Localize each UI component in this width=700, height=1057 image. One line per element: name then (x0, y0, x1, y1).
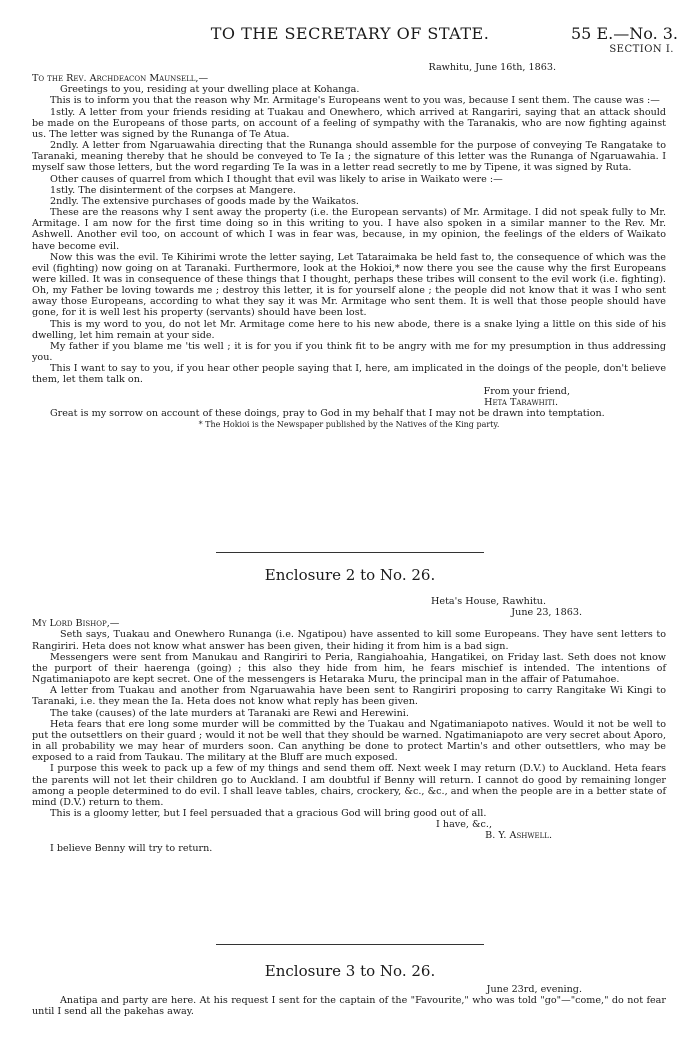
enclosure-3-letter (32, 984, 666, 1017)
section-label: SECTION I. (609, 44, 674, 55)
enclosure-3-heading: Enclosure 3 to No. 26. (264, 962, 436, 980)
enclosure-2-place: Heta's House, Rawhitu. (431, 596, 546, 607)
paragraph: This is my word to you, do not let Mr. Armitage come here to his new abode, there is a snake lying a little on this side of his dwelling, let him remain at your side. (32, 318, 666, 341)
letter-1-closing: From your friend, (483, 385, 570, 397)
letter-1-place-date: Rawhitu, June 16th, 1863. (428, 62, 556, 73)
paragraph: Messengers were sent from Manukau and Rangiriri to Peria, Rangiahoahia, Hangatikei, on Friday last. Seth does not know the purport of their haerenga (going) ; this also they hide from him, he fears mischief is intended. The intentions of Ngatimaniapoto are kept secret. One of the messengers is Hetaraka Muru, the principal man in the affair of Patumahoe. (32, 651, 666, 686)
paragraph: I purpose this week to pack up a few of my things and send them off. Next week I may return (D.V.) to Auckland. Heta fears the parents will not let their children go to Auckland. I am doubtful if Benny will return. I cannot do good by remaining longer among a people determined to do evil. I shall leave tables, chairs, crockery, &c., &c., and when the people are in a better state of mind (D.V.) return to them. (32, 763, 666, 808)
enclosure-3-date: June 23rd, evening. (486, 984, 582, 995)
enclosure-2-salutation: My Lord Bishop,— (32, 618, 120, 630)
paragraph: Other causes of quarrel from which I thought that evil was likely to arise in Waikato were :— (50, 173, 503, 185)
section-divider (216, 552, 484, 553)
enclosure-2-letter (32, 596, 666, 855)
paragraph: This is to inform you that the reason why Mr. Armitage's Europeans went to you was, because I sent them. The cause was :— (50, 95, 660, 107)
paragraph: A letter from Tuakau and another from Ngaruawahia have been sent to Rangiriri proposing to carry Rangitake Wi Kingi to Taranaki, i.e. they mean the Ia. Heta does not know what reply has been given. (32, 685, 666, 708)
footnote: * The Hokioi is the Newspaper published by the Natives of the King party. (198, 420, 500, 429)
letter-1 (32, 62, 666, 430)
paragraph: This is a gloomy letter, but I feel persuaded that a gracious God will bring good out of all. (50, 807, 487, 819)
paragraph: The take (causes) of the late murders at Taranaki are Rewi and Herewini. (50, 707, 409, 719)
enclosure-2-heading: Enclosure 2 to No. 26. (264, 566, 436, 584)
paragraph: Now this was the evil. Te Kihirimi wrote the letter saying, Let Tataraimaka be held fast to, the consequence of which was the evil (fighting) now going on at Taranaki. Furthermore, look at the Hokioi,* now there you see the cause why the first Europeans were killed. It was in consequence of these things that I thought, perhaps these tribes will consent to the evil work (i.e. fighting). Oh, my Father be loving towards me ; destroy this letter, it is for yourself alone ; the people did not know that it was I who sent away those Europeans, according to what they say it was Mr. Armitage who sent them. It is well that those people should have gone, for it is well lest his property (servants) should have been lost. (32, 251, 666, 319)
enclosure-2-closing: I have, &c., (436, 819, 492, 831)
paragraph: This I want to say to you, if you hear other people saying that I, here, am implicated in the doings of the people, don't believe them, let them talk on. (32, 363, 666, 386)
paragraph: 1stly. The disinterment of the corpses at Mangere. (50, 184, 296, 196)
paragraph: My father if you blame me 'tis well ; it is for you if you think fit to be angry with me for my presumption in thus addressing you. (32, 340, 666, 364)
section-divider (216, 944, 484, 945)
enclosure-2-date: June 23, 1863. (511, 607, 582, 619)
enclosure-2-signature: B. Y. Ashwell. (485, 830, 552, 842)
page-title: TO THE SECRETARY OF STATE. (210, 24, 490, 43)
letter-1-postscript: Great is my sorrow on account of these doings, pray to God in my behalf that I may not be drawn into temptation. (50, 407, 605, 419)
enclosure-2-postscript: I believe Benny will try to return. (50, 843, 213, 855)
paragraph: 1stly. A letter from your friends residing at Tuakau and Onewhero, which arrived at Rangariri, saying that an attack should be made on the Europeans of those parts, on account of a feeling of sympathy with the Taranakis, who are now fighting against us. The letter was signed by the Runanga of Te Atua. (32, 106, 666, 140)
page-number: 55 E.—No. 3. (571, 24, 678, 43)
paragraph: Heta fears that ere long some murder will be committed by the Tuakau and Ngatimaniapoto natives. Would it not be well to put the outsettlers on their guard ; would it not be well that they should be warned. Ngatimaniapoto are very secret about Aporo, in all probability we may hear of murders soon. Can anything be done to protect Martin's and other outsettlers, who may be exposed to a raid from Taukau. The military at the Bluff are much exposed. (32, 718, 666, 764)
paragraph: 2ndly. A letter from Ngaruawahia directing that the Runanga should assemble for the purpose of conveying Te Rangatake to Taranaki, meaning thereby that he should be conveyed to Te Ia ; the signature of this letter was the Runanga of Ngaruawahia. I myself saw those letters, but the word regarding Te Ia was in a letter read secretly to me by Tipene, it was signed by Ruta. (32, 140, 666, 174)
paragraph: Anatipa and party are here. At his request I sent for the captain of the "Favourite," who was told "go"—"come," do not fear until I send all the pakehas away. (32, 995, 666, 1018)
paragraph: 2ndly. The extensive purchases of goods made by the Waikatos. (50, 195, 359, 207)
paragraph: Greetings to you, residing at your dwelling place at Kohanga. (60, 84, 360, 96)
letter-1-salutation: To the Rev. Archdeacon Maunsell,— (32, 73, 209, 85)
paragraph: Seth says, Tuakau and Onewhero Runanga (i.e. Ngatipou) have assented to kill some Europeans. They have sent letters to Rangiriri. Heta does not know what answer has been given, their hiding it from him is a bad sign. (32, 629, 666, 652)
paragraph: These are the reasons why I sent away the property (i.e. the European servants) of Mr. Armitage. I did not speak fully to Mr. Armitage. I am now for the first time doing so in this writing to you. I have also spoken in a similar manner to the Rev. Mr. Ashwell. Another evil too, on account of which I was in fear was, because, in my opinion, the feelings of the elders of Waikato have become evil. (32, 207, 666, 252)
letter-1-signature: Heta Tarawhiti. (484, 396, 558, 408)
